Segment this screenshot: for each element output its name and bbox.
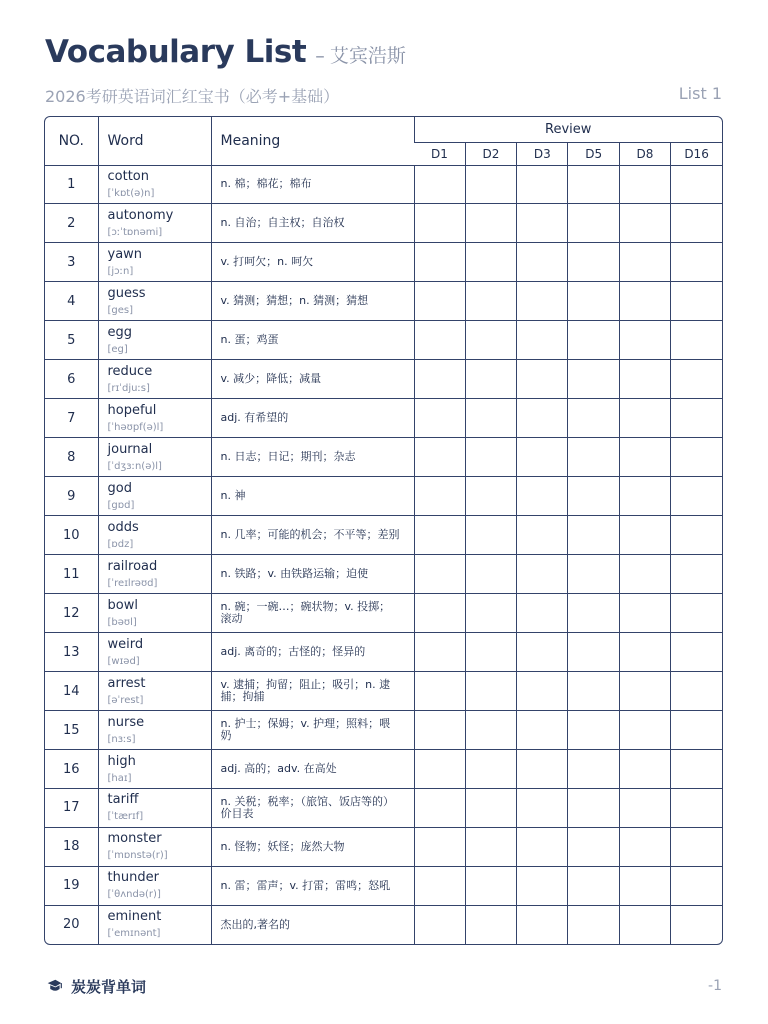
review-checkbox-d5[interactable] [568, 477, 619, 516]
review-checkbox-d16[interactable] [671, 165, 722, 204]
review-checkbox-d16[interactable] [671, 905, 722, 944]
row-number: 14 [45, 672, 98, 711]
review-checkbox-d5[interactable] [568, 905, 619, 944]
header-day-d16: D16 [671, 142, 722, 165]
word-text: nurse [107, 714, 145, 730]
word-phonetic: [ˈkɒt(ə)n] [107, 187, 155, 199]
row-number: 6 [45, 360, 98, 399]
review-checkbox-d8[interactable] [619, 204, 670, 243]
review-checkbox-d1[interactable] [414, 243, 465, 282]
word-text: thunder [107, 870, 159, 886]
review-checkbox-d16[interactable] [671, 204, 722, 243]
word-cell [98, 750, 211, 789]
word-phonetic: [rɪˈdjuːs] [107, 382, 150, 394]
review-checkbox-d5[interactable] [568, 555, 619, 594]
review-checkbox-d3[interactable] [517, 282, 568, 321]
meaning-cell: n. 关税；税率；（旅馆、饭店等的）价目表 [211, 789, 414, 828]
word-phonetic: [eg] [107, 343, 128, 355]
review-checkbox-d2[interactable] [465, 243, 516, 282]
table-row [45, 789, 722, 828]
word-cell [98, 555, 211, 594]
review-checkbox-d3[interactable] [517, 905, 568, 944]
word-cell [98, 789, 211, 828]
word-phonetic: [gɒd] [107, 499, 135, 511]
review-checkbox-d8[interactable] [619, 282, 670, 321]
review-checkbox-d3[interactable] [517, 165, 568, 204]
word-cell [98, 360, 211, 399]
review-checkbox-d8[interactable] [619, 905, 670, 944]
review-checkbox-d8[interactable] [619, 711, 670, 750]
review-checkbox-d8[interactable] [619, 866, 670, 905]
review-checkbox-d2[interactable] [465, 827, 516, 866]
review-checkbox-d2[interactable] [465, 789, 516, 828]
review-checkbox-d5[interactable] [568, 594, 619, 633]
meaning-cell: adj. 有希望的 [211, 399, 414, 438]
row-number: 15 [45, 711, 98, 750]
word-text: bowl [107, 597, 138, 613]
word-text: autonomy [107, 207, 174, 223]
review-checkbox-d1[interactable] [414, 594, 465, 633]
review-checkbox-d5[interactable] [568, 827, 619, 866]
review-checkbox-d1[interactable] [414, 165, 465, 204]
review-checkbox-d2[interactable] [465, 905, 516, 944]
meaning-cell: adj. 高的；adv. 在高处 [211, 750, 414, 789]
row-number: 2 [45, 204, 98, 243]
review-checkbox-d5[interactable] [568, 282, 619, 321]
review-checkbox-d2[interactable] [465, 477, 516, 516]
word-text: god [107, 480, 132, 496]
review-checkbox-d2[interactable] [465, 711, 516, 750]
review-checkbox-d3[interactable] [517, 477, 568, 516]
meaning-cell: n. 自治；自主权；自治权 [211, 204, 414, 243]
meaning-cell: n. 雷；雷声；v. 打雷；雷鸣；怒吼 [211, 866, 414, 905]
word-phonetic: [ˈθʌndə(r)] [107, 889, 161, 901]
review-checkbox-d16[interactable] [671, 282, 722, 321]
review-checkbox-d3[interactable] [517, 399, 568, 438]
word-cell [98, 594, 211, 633]
review-checkbox-d8[interactable] [619, 360, 670, 399]
review-checkbox-d5[interactable] [568, 399, 619, 438]
row-number: 4 [45, 282, 98, 321]
review-checkbox-d3[interactable] [517, 750, 568, 789]
review-checkbox-d3[interactable] [517, 672, 568, 711]
word-cell [98, 827, 211, 866]
word-text: weird [107, 636, 144, 652]
word-text: tariff [107, 792, 139, 808]
review-checkbox-d1[interactable] [414, 827, 465, 866]
word-phonetic: [ˈtærɪf] [107, 811, 144, 823]
word-cell [98, 321, 211, 360]
review-checkbox-d16[interactable] [671, 633, 722, 672]
meaning-cell: n. 日志；日记；期刊；杂志 [211, 438, 414, 477]
table-row [45, 165, 722, 204]
review-checkbox-d16[interactable] [671, 750, 722, 789]
word-phonetic: [wɪəd] [107, 655, 140, 667]
row-number: 8 [45, 438, 98, 477]
word-cell [98, 282, 211, 321]
word-text: railroad [107, 558, 158, 574]
word-phonetic: [ges] [107, 304, 134, 316]
review-checkbox-d1[interactable] [414, 633, 465, 672]
review-checkbox-d8[interactable] [619, 789, 670, 828]
review-checkbox-d1[interactable] [414, 750, 465, 789]
word-text: odds [107, 519, 139, 535]
review-checkbox-d8[interactable] [619, 672, 670, 711]
review-checkbox-d1[interactable] [414, 866, 465, 905]
review-checkbox-d5[interactable] [568, 516, 619, 555]
review-checkbox-d3[interactable] [517, 243, 568, 282]
review-checkbox-d5[interactable] [568, 321, 619, 360]
title-separator: – [315, 45, 325, 67]
review-checkbox-d2[interactable] [465, 399, 516, 438]
review-checkbox-d5[interactable] [568, 633, 619, 672]
review-checkbox-d8[interactable] [619, 827, 670, 866]
row-number: 12 [45, 594, 98, 633]
word-phonetic: [nɜːs] [107, 733, 136, 745]
review-checkbox-d3[interactable] [517, 360, 568, 399]
word-cell [98, 399, 211, 438]
row-number: 18 [45, 827, 98, 866]
meaning-cell: n. 碗；一碗…；碗状物；v. 投掷；滚动 [211, 594, 414, 633]
table-row [45, 750, 722, 789]
row-number: 19 [45, 866, 98, 905]
review-checkbox-d1[interactable] [414, 672, 465, 711]
review-checkbox-d16[interactable] [671, 399, 722, 438]
review-checkbox-d1[interactable] [414, 438, 465, 477]
review-checkbox-d5[interactable] [568, 866, 619, 905]
row-number: 7 [45, 399, 98, 438]
table-row [45, 282, 722, 321]
review-checkbox-d2[interactable] [465, 282, 516, 321]
review-checkbox-d8[interactable] [619, 750, 670, 789]
review-checkbox-d3[interactable] [517, 594, 568, 633]
row-number: 20 [45, 905, 98, 944]
table-row [45, 672, 722, 711]
review-checkbox-d2[interactable] [465, 555, 516, 594]
header-day-d2: D2 [465, 142, 516, 165]
meaning-cell: adj. 离奇的；古怪的；怪异的 [211, 633, 414, 672]
header-meaning: Meaning [211, 117, 414, 165]
review-checkbox-d1[interactable] [414, 321, 465, 360]
review-checkbox-d3[interactable] [517, 321, 568, 360]
table-row [45, 516, 722, 555]
review-checkbox-d2[interactable] [465, 204, 516, 243]
word-text: yawn [107, 246, 143, 262]
meaning-cell: n. 几率；可能的机会；不平等；差别 [211, 516, 414, 555]
review-checkbox-d2[interactable] [465, 750, 516, 789]
review-checkbox-d5[interactable] [568, 672, 619, 711]
header-day-d8: D8 [619, 142, 670, 165]
word-cell [98, 633, 211, 672]
meaning-cell: n. 护士；保姆；v. 护理；照料；喂奶 [211, 711, 414, 750]
review-checkbox-d2[interactable] [465, 516, 516, 555]
review-checkbox-d5[interactable] [568, 789, 619, 828]
row-number: 10 [45, 516, 98, 555]
word-phonetic: [ˈhəʊpf(ə)l] [107, 421, 164, 433]
review-checkbox-d5[interactable] [568, 711, 619, 750]
review-checkbox-d1[interactable] [414, 282, 465, 321]
review-checkbox-d8[interactable] [619, 516, 670, 555]
word-phonetic: [bəʊl] [107, 616, 137, 628]
review-checkbox-d16[interactable] [671, 594, 722, 633]
table-row [45, 204, 722, 243]
review-checkbox-d8[interactable] [619, 165, 670, 204]
review-checkbox-d5[interactable] [568, 438, 619, 477]
word-cell [98, 516, 211, 555]
review-checkbox-d1[interactable] [414, 789, 465, 828]
review-checkbox-d1[interactable] [414, 711, 465, 750]
review-checkbox-d16[interactable] [671, 438, 722, 477]
review-checkbox-d16[interactable] [671, 672, 722, 711]
page-number: -1 [708, 978, 722, 994]
table-row [45, 360, 722, 399]
meaning-cell: 杰出的,著名的 [211, 905, 414, 944]
meaning-cell: n. 铁路；v. 由铁路运输；迫使 [211, 555, 414, 594]
review-checkbox-d1[interactable] [414, 477, 465, 516]
word-cell [98, 672, 211, 711]
word-phonetic: [ɔːˈtɒnəmi] [107, 226, 163, 238]
review-checkbox-d3[interactable] [517, 711, 568, 750]
row-number: 13 [45, 633, 98, 672]
review-checkbox-d1[interactable] [414, 399, 465, 438]
row-number: 5 [45, 321, 98, 360]
review-checkbox-d16[interactable] [671, 516, 722, 555]
word-phonetic: [ˈreɪlrəʊd] [107, 577, 158, 589]
row-number: 3 [45, 243, 98, 282]
meaning-cell: n. 神 [211, 477, 414, 516]
word-phonetic: [ˈmɒnstə(r)] [107, 850, 168, 862]
table-row [45, 399, 722, 438]
review-checkbox-d5[interactable] [568, 204, 619, 243]
meaning-cell: n. 蛋；鸡蛋 [211, 321, 414, 360]
word-cell [98, 866, 211, 905]
row-number: 11 [45, 555, 98, 594]
meaning-cell: n. 怪物；妖怪；庞然大物 [211, 827, 414, 866]
review-checkbox-d8[interactable] [619, 477, 670, 516]
review-checkbox-d2[interactable] [465, 321, 516, 360]
row-number: 1 [45, 165, 98, 204]
word-text: hopeful [107, 402, 157, 418]
row-number: 9 [45, 477, 98, 516]
review-checkbox-d3[interactable] [517, 204, 568, 243]
table-row [45, 711, 722, 750]
word-cell [98, 477, 211, 516]
word-text: egg [107, 324, 133, 340]
row-number: 16 [45, 750, 98, 789]
footer-brand [46, 976, 146, 997]
review-checkbox-d2[interactable] [465, 672, 516, 711]
word-cell [98, 905, 211, 944]
table-row [45, 477, 722, 516]
table-row [45, 866, 722, 905]
review-checkbox-d8[interactable] [619, 243, 670, 282]
review-checkbox-d2[interactable] [465, 360, 516, 399]
review-checkbox-d3[interactable] [517, 516, 568, 555]
vocabulary-table [44, 116, 723, 945]
review-checkbox-d3[interactable] [517, 789, 568, 828]
review-checkbox-d16[interactable] [671, 477, 722, 516]
review-checkbox-d8[interactable] [619, 321, 670, 360]
table-row [45, 321, 722, 360]
review-checkbox-d8[interactable] [619, 555, 670, 594]
word-cell [98, 438, 211, 477]
table-row [45, 905, 722, 944]
word-text: high [107, 753, 136, 769]
word-text: journal [107, 441, 153, 457]
review-checkbox-d8[interactable] [619, 399, 670, 438]
review-checkbox-d8[interactable] [619, 594, 670, 633]
review-checkbox-d16[interactable] [671, 827, 722, 866]
review-checkbox-d16[interactable] [671, 866, 722, 905]
review-checkbox-d3[interactable] [517, 438, 568, 477]
table-row [45, 633, 722, 672]
row-number: 17 [45, 789, 98, 828]
word-text: eminent [107, 909, 162, 925]
word-cell [98, 165, 211, 204]
page-title [45, 34, 406, 70]
review-checkbox-d3[interactable] [517, 827, 568, 866]
review-checkbox-d16[interactable] [671, 555, 722, 594]
review-checkbox-d8[interactable] [619, 438, 670, 477]
review-checkbox-d5[interactable] [568, 360, 619, 399]
word-text: monster [107, 831, 162, 847]
review-checkbox-d16[interactable] [671, 789, 722, 828]
word-phonetic: [haɪ] [107, 772, 132, 784]
word-phonetic: [ˈdʒɜːn(ə)l] [107, 460, 162, 472]
header-review: Review [414, 117, 722, 142]
word-text: arrest [107, 675, 146, 691]
table-row [45, 555, 722, 594]
review-checkbox-d2[interactable] [465, 866, 516, 905]
word-cell [98, 204, 211, 243]
review-checkbox-d16[interactable] [671, 321, 722, 360]
word-text: cotton [107, 168, 149, 184]
review-checkbox-d5[interactable] [568, 243, 619, 282]
review-checkbox-d5[interactable] [568, 165, 619, 204]
review-checkbox-d2[interactable] [465, 633, 516, 672]
review-checkbox-d1[interactable] [414, 204, 465, 243]
review-checkbox-d16[interactable] [671, 360, 722, 399]
meaning-cell: v. 打呵欠；n. 呵欠 [211, 243, 414, 282]
review-checkbox-d1[interactable] [414, 360, 465, 399]
table-row [45, 827, 722, 866]
table-row [45, 243, 722, 282]
word-text: guess [107, 285, 146, 301]
review-checkbox-d1[interactable] [414, 516, 465, 555]
meaning-cell: n. 棉；棉花；棉布 [211, 165, 414, 204]
word-cell [98, 711, 211, 750]
header-word: Word [98, 117, 211, 165]
meaning-cell: v. 猜测；猜想；n. 猜测；猜想 [211, 282, 414, 321]
review-checkbox-d16[interactable] [671, 243, 722, 282]
review-checkbox-d16[interactable] [671, 711, 722, 750]
title-author: 艾宾浩斯 [329, 45, 406, 67]
review-checkbox-d2[interactable] [465, 594, 516, 633]
title-main: Vocabulary List [45, 34, 307, 70]
word-phonetic: [ɒdz] [107, 538, 134, 550]
meaning-cell: v. 减少；降低；减量 [211, 360, 414, 399]
word-phonetic: [əˈrest] [107, 694, 144, 706]
header-day-d3: D3 [517, 142, 568, 165]
table-row [45, 438, 722, 477]
word-phonetic: [ˈemɪnənt] [107, 928, 161, 940]
table-row [45, 594, 722, 633]
review-checkbox-d2[interactable] [465, 438, 516, 477]
header-day-d1: D1 [414, 142, 465, 165]
review-checkbox-d1[interactable] [414, 905, 465, 944]
header-no: NO. [58, 132, 84, 149]
review-checkbox-d5[interactable] [568, 750, 619, 789]
word-cell [98, 243, 211, 282]
review-checkbox-d8[interactable] [619, 633, 670, 672]
footer-brand-name: 炭炭背单词 [71, 978, 147, 996]
subtitle: 2026考研英语词汇红宝书（必考+基础） [45, 87, 340, 106]
list-label: List 1 [678, 84, 722, 103]
review-checkbox-d3[interactable] [517, 555, 568, 594]
review-checkbox-d3[interactable] [517, 866, 568, 905]
word-text: reduce [107, 363, 153, 379]
word-phonetic: [jɔːn] [107, 265, 134, 277]
review-checkbox-d1[interactable] [414, 555, 465, 594]
meaning-cell: v. 逮捕；拘留；阻止；吸引；n. 逮捕；拘捕 [211, 672, 414, 711]
review-checkbox-d3[interactable] [517, 633, 568, 672]
review-checkbox-d2[interactable] [465, 165, 516, 204]
header-day-d5: D5 [568, 142, 619, 165]
brand-logo-icon [46, 978, 63, 995]
